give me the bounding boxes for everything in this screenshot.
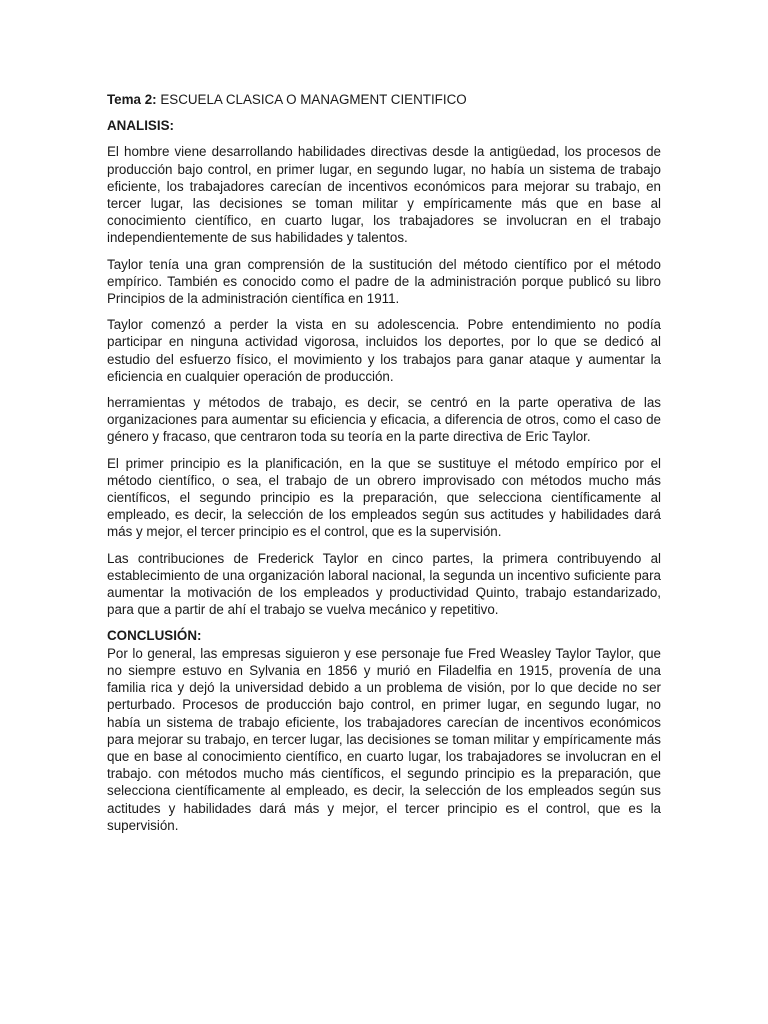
title-label: Tema 2:	[107, 92, 157, 107]
title-text: ESCUELA CLASICA O MANAGMENT CIENTIFICO	[156, 92, 467, 107]
paragraph-4: herramientas y métodos de trabajo, es decir, se centró en la parte operativa de las organizaciones para aumentar su eficiencia y eficacia, a diferencia de otros, como el caso de género y fracaso, que centraron toda su teoría en la parte directiva de Eric Taylor.	[107, 395, 661, 445]
analysis-heading: ANALISIS:	[107, 118, 174, 134]
paragraph-6: Las contribuciones de Frederick Taylor en cinco partes, la primera contribuyendo al establecimiento de una organización laboral nacional, la segunda un incentivo suficiente para aumentar la motivación de los empleados y productividad Quinto, trabajo estandarizado, para que a partir de ahí el trabajo se vuelva mecánico y repetitivo.	[107, 550, 661, 618]
paragraph-5: El primer principio es la planificación, en la que se sustituye el método empírico por el método científico, o sea, el trabajo de un obrero improvisado con métodos mucho más científicos, el segundo principio es la preparación, que selecciona científicamente al empleado, es decir, la selección de los empleados según sus actitudes y habilidades dará más y mejor, el tercer principio es el control, que es la supervisión.	[107, 455, 661, 540]
paragraph-1: El hombre viene desarrollando habilidades directivas desde la antigüedad, los procesos de producción bajo control, en primer lugar, en segundo lugar, no había un sistema de trabajo eficiente, los trabajadores carecían de incentivos económicos para mejorar su trabajo, en tercer lugar, las decisiones se toman militar y empíricamente más que en base al conocimiento científico, en cuarto lugar, los trabajadores se involucran en el trabajo independientemente de sus habilidades y talentos.	[107, 144, 661, 246]
conclusion-paragraph: Por lo general, las empresas siguieron y ese personaje fue Fred Weasley Taylor Taylor, que no siempre estuvo en Sylvania en 1856 y murió en Filadelfia en 1915, provenía de una familia rica y dejó la universidad debido a un problema de visión, por lo que decide no ser perturbado. Procesos de producción bajo control, en primer lugar, en segundo lugar, no había un sistema de trabajo eficiente, los trabajadores carecían de incentivos económicos para mejorar su trabajo, en tercer lugar, las decisiones se toman militar y empíricamente más que en base al conocimiento científico, en cuarto lugar, los trabajadores se involucran en el trabajo. con métodos mucho más científicos, el segundo principio es la preparación, que selecciona científicamente al empleado, es decir, la selección de los empleados según sus actitudes y habilidades dará más y mejor, el tercer principio es el control, que es la supervisión.	[107, 645, 661, 833]
paragraph-2: Taylor tenía una gran comprensión de la sustitución del método científico por el método empírico. También es conocido como el padre de la administración porque publicó su libro Principios de la administración científica en 1911.	[107, 256, 661, 307]
document-body	[107, 91, 661, 843]
paragraph-3: Taylor comenzó a perder la vista en su adolescencia. Pobre entendimiento no podía participar en ninguna actividad vigorosa, incluidos los deportes, por lo que se dedicó al estudio del esfuerzo físico, el movimiento y los trabajos para ganar ataque y aumentar la eficiencia en cualquier operación de producción.	[107, 317, 661, 384]
document-title	[107, 91, 661, 108]
conclusion-heading: CONCLUSIÓN:	[107, 628, 202, 644]
